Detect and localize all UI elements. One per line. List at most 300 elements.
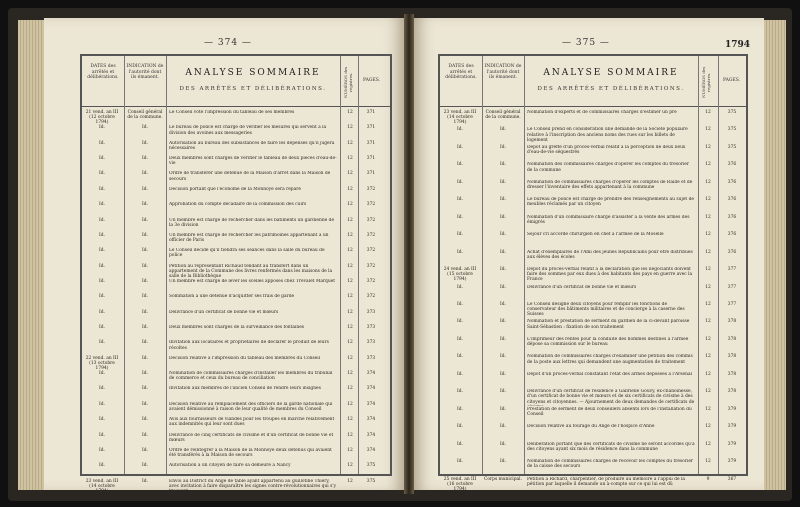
entry-date: Id. — [457, 459, 463, 465]
table-row — [440, 197, 746, 214]
entry-register-number: 12 — [347, 125, 353, 131]
entry-summary: Décision portant que l'économe de la Monnoye sera réparé — [169, 186, 301, 192]
table-row — [440, 319, 746, 336]
entry-register-number: 12 — [705, 144, 711, 150]
entry-register-number: 12 — [705, 162, 711, 168]
table-header — [82, 56, 390, 107]
table-row — [440, 162, 746, 179]
entry-date: Id. — [457, 441, 463, 447]
entry-register-number: 12 — [347, 463, 353, 469]
entry-date: Id. — [457, 406, 463, 412]
entry-register-number: 12 — [705, 302, 711, 307]
header-pages: PAGES. — [723, 78, 741, 83]
entry-page: 371 — [366, 110, 376, 115]
entry-page: 376 — [727, 179, 737, 185]
table-row — [82, 371, 390, 386]
table-row — [82, 202, 390, 217]
entry-page: 375 — [366, 478, 376, 484]
entry-summary: Ordre de transférer une détenue de la Maison d'arrêt dans la Maison de secours — [169, 171, 331, 182]
table-row — [82, 325, 390, 340]
table-row — [440, 232, 746, 249]
entry-authority: Conseil général de la commune. — [485, 110, 521, 121]
entry-authority: Id. — [500, 406, 506, 412]
table-row — [82, 141, 390, 156]
entry-register-number: 12 — [705, 127, 711, 133]
entry-authority: Id. — [142, 478, 148, 484]
table-row — [82, 463, 390, 478]
header-date: DATES des arrêtés et délibérations. — [445, 64, 477, 80]
entry-summary: Un membre est chargé de rechercher les patrimoines appartenant à un officier de Paris — [169, 232, 329, 244]
entry-authority: Id. — [142, 248, 148, 254]
table-row — [82, 156, 390, 171]
entry-summary: Le Conseil prend en considération une demande de la Société populaire relative à l'inscription des anciens noms des rues sur les billets de logement — [527, 127, 688, 143]
entry-date: Id. — [457, 197, 463, 203]
entry-summary: Le Conseil décide qu'il tiendra ses séances dans la salle du bureau de police — [169, 248, 325, 259]
entry-page: 377 — [727, 267, 737, 273]
entry-date: Id. — [457, 302, 463, 307]
entry-date: Id. — [99, 125, 105, 131]
entry-date: Id. — [457, 179, 463, 185]
entry-page: 374 — [366, 371, 376, 377]
entry-register-number: 12 — [347, 263, 353, 269]
entry-summary: Envoi au District du Ange de table ayant appartenu au guillotiné Thiéry, avec invitation à faire disparaître les signes contre-révolutionnaires qui s'y — [169, 478, 337, 489]
entry-register-number: 12 — [705, 354, 711, 360]
entry-page: 379 — [727, 406, 737, 412]
entry-date: Id. — [99, 171, 105, 177]
entry-authority: Id. — [142, 156, 148, 162]
entry-summary: Avis aux fournisseurs de viandes pour les troupes en marche relativement aux indemnités qui leur sont dues — [169, 417, 335, 428]
entry-authority: Id. — [500, 127, 506, 133]
entry-summary: Deux membres sont chargés de vérifier le tableau de deux pièces d'eau-de-vie — [169, 156, 337, 167]
table-row — [440, 267, 746, 284]
entry-authority: Id. — [142, 463, 148, 469]
entry-summary: Le Conseil désigne deux citoyens pour remplir les fonctions de conservateur des bâtiments militaires et de concierge à la caserne des Suisses — [527, 302, 685, 318]
left-page-edges — [18, 20, 44, 490]
entry-register-number: 12 — [347, 232, 353, 238]
entry-authority: Id. — [500, 249, 506, 255]
entry-page: 372 — [366, 232, 376, 238]
book-gutter — [404, 14, 414, 494]
entry-page: 373 — [366, 309, 376, 315]
table-row — [440, 459, 746, 476]
entry-authority: Id. — [142, 232, 148, 238]
table-row — [440, 337, 746, 354]
header-title: ANALYSE SOMMAIRE — [543, 68, 679, 78]
table-row — [82, 386, 390, 401]
entry-date: Id. — [99, 340, 105, 346]
table-row — [82, 110, 390, 125]
entry-register-number: 12 — [705, 179, 711, 185]
table-row — [82, 125, 390, 140]
table-row — [440, 407, 746, 424]
entry-date: Id. — [99, 186, 105, 192]
entry-authority: Id. — [142, 294, 148, 300]
entry-summary: Nomination de commissaires chargés d'examiner une pétition des commis de la poste aux lettres qui demandent une augmentation de traitement — [527, 354, 693, 365]
entry-authority: Id. — [142, 447, 148, 453]
entry-page: 375 — [366, 463, 376, 469]
table-row — [440, 424, 746, 441]
entry-summary: Autorisation au bureau des subsistances de faire les dépenses qu'il jugera nécessaires — [169, 140, 335, 151]
entry-page: 371 — [366, 156, 376, 162]
entry-date: 25 vend. an III (16 octobre 1794) — [443, 476, 477, 490]
entry-page: 376 — [727, 214, 737, 220]
entry-authority: Id. — [500, 162, 506, 168]
left-page — [44, 18, 406, 490]
header-authority: INDICATION de l'autorité dont ils émanent. — [126, 64, 164, 80]
entry-summary: Sommation à une détenue d'acquitter ses frais de garde — [169, 294, 295, 300]
entry-authority: Id. — [142, 371, 148, 377]
entry-date: Id. — [99, 386, 105, 392]
entry-register-number: 12 — [705, 459, 711, 465]
entry-register-number: 12 — [705, 249, 711, 255]
entry-register-number: 12 — [347, 217, 353, 223]
entry-date: Id. — [457, 162, 463, 168]
entry-page: 378 — [727, 371, 737, 377]
entry-authority: Id. — [142, 386, 148, 392]
table-row — [440, 354, 746, 371]
table-row — [82, 356, 390, 371]
entry-date: Id. — [457, 144, 463, 150]
entry-summary: Achat d'exemplaires de l'Ami des jeunes Républicains pour être distribués aux élèves des écoles — [527, 249, 693, 260]
entry-register-number: 12 — [347, 355, 353, 361]
entry-date: Id. — [457, 371, 463, 377]
entry-date: Id. — [457, 424, 463, 430]
entry-summary: Décision relative à l'impression du tableau des membres du Conseil — [169, 355, 321, 361]
entry-date: Id. — [99, 309, 105, 315]
entry-register-number: 12 — [705, 441, 711, 447]
entry-summary: Prestation de serment de deux conseillers absents lors de l'installation du Conseil — [527, 406, 692, 417]
table-row — [82, 187, 390, 202]
entry-summary: Un membre est chargé de rechercher dans les bâtiments un gardienne de la 3e division — [169, 217, 335, 228]
entry-page: 375 — [727, 110, 737, 115]
table-row — [82, 402, 390, 417]
entry-authority: Id. — [500, 284, 506, 290]
entry-page: 372 — [366, 278, 376, 284]
entry-register-number: 12 — [347, 340, 353, 346]
table-row — [82, 218, 390, 233]
entry-register-number: 12 — [347, 140, 353, 146]
entry-authority: Id. — [142, 432, 148, 438]
table-row — [440, 215, 746, 232]
entry-date: Id. — [457, 249, 463, 255]
table-header — [440, 56, 746, 107]
entry-date: Id. — [99, 248, 105, 254]
entry-page: 378 — [727, 336, 737, 342]
entry-page: 372 — [366, 294, 376, 300]
entry-date: Id. — [99, 232, 105, 238]
entry-page: 374 — [366, 401, 376, 407]
entry-page: 379 — [727, 459, 737, 465]
page-number: — 374 — — [204, 38, 252, 48]
table-row — [82, 310, 390, 325]
table-row — [82, 433, 390, 448]
entry-authority: Id. — [500, 197, 506, 203]
entry-date: 23 vend. an III (14 octobre — [85, 478, 119, 489]
table-row — [82, 279, 390, 294]
table-row — [82, 340, 390, 355]
entry-summary: Un membre est chargé de lever les scellés apposés chez Trévalet Marquet — [169, 278, 336, 284]
entry-authority: Id. — [142, 340, 148, 346]
entry-authority: Id. — [500, 214, 506, 220]
entry-register-number: 12 — [347, 401, 353, 407]
entry-register-number: 12 — [705, 319, 711, 325]
table-row — [440, 127, 746, 144]
entry-date: Id. — [99, 140, 105, 146]
table-row — [82, 479, 390, 490]
entry-summary: Ordre de réintégrer à la Maison de la Monnoye deux détenus qui avaient été transférés à la Maison de secours — [169, 447, 332, 459]
entry-authority: Id. — [142, 309, 148, 315]
entry-authority: Conseil général de la commune. — [127, 110, 163, 121]
entry-register-number: 12 — [705, 424, 711, 430]
entry-authority: Id. — [142, 263, 148, 269]
entry-page: 379 — [727, 441, 737, 447]
entry-register-number: 12 — [347, 278, 353, 284]
entry-date: Id. — [99, 278, 105, 284]
entry-authority: Id. — [500, 354, 506, 360]
header-pages: PAGES. — [363, 78, 381, 83]
entry-authority: Id. — [142, 278, 148, 284]
entry-summary: Dépôt d'un procès-verbal constatant l'état des armes déposées à l'Arsenal — [527, 371, 692, 377]
entry-summary: Deux membres sont chargés de la surveillance des fontaines — [169, 325, 305, 331]
entry-date: Id. — [457, 354, 463, 360]
header-title: ANALYSE SOMMAIRE — [185, 68, 321, 78]
entry-date: 22 vend. an III (13 octobre 1794) — [85, 355, 119, 372]
header-authority: INDICATION de l'autorité dont ils émanent. — [484, 64, 522, 80]
entry-page: 374 — [366, 432, 376, 438]
entry-register-number: 12 — [347, 417, 353, 423]
entry-authority: Id. — [142, 217, 148, 223]
right-page — [412, 18, 764, 490]
entry-register-number: 12 — [705, 284, 711, 290]
entry-page: 375 — [727, 144, 737, 150]
entry-date: Id. — [99, 447, 105, 453]
header-subtitle: DES ARRÊTÉS ET DÉLIBÉRATIONS. — [179, 86, 327, 92]
entry-register-number: 12 — [705, 389, 711, 395]
entry-page: 371 — [366, 140, 376, 146]
entry-date: Id. — [99, 401, 105, 407]
entry-page: 371 — [366, 171, 376, 177]
entry-authority: Id. — [500, 302, 506, 307]
entry-authority: Id. — [500, 267, 506, 273]
entry-page: 378 — [727, 319, 737, 325]
entry-authority: Id. — [500, 336, 506, 342]
entry-register-number: 12 — [347, 156, 353, 162]
entry-page: 377 — [727, 302, 737, 307]
entry-summary: Délivrance d'un certificat de bonne vie et mœurs — [527, 284, 637, 290]
entry-register-number: 12 — [347, 432, 353, 438]
entry-page: 372 — [366, 202, 376, 208]
entry-date: Id. — [457, 284, 463, 290]
register-table — [438, 54, 748, 490]
entry-date: Id. — [457, 336, 463, 342]
entry-authority: Id. — [500, 459, 506, 465]
entry-summary: Délibération portant que des certificats de civisme ne seront accordés qu'à des citoyens ayant six mois de résidence dans la commune — [527, 441, 695, 452]
entry-summary: Pétition à Richard, charpentier, de produire au mémoire à l'appui de la pétition par laquelle il demande un à-compte sur ce qui lui est dû — [527, 476, 686, 487]
entry-register-number: 12 — [347, 186, 353, 192]
entry-register-number: 12 — [347, 447, 353, 453]
entry-date: 21 vend. an III (12 octobre 1794) — [85, 110, 119, 126]
entry-date: Id. — [99, 417, 105, 423]
entry-authority: Id. — [500, 389, 506, 395]
entry-authority: Id. — [142, 355, 148, 361]
entry-authority: Id. — [500, 424, 506, 430]
table-row — [440, 442, 746, 459]
entry-summary: Délivrance d'un certificat de résidence à Gabrielle Gouvy, ex-chanoinesse, d'un certificat de bonne vie et mœurs et de six certificats de civisme à des citoyens et citoyennes. — Ajournement de deux demandes de certificats de — [527, 389, 695, 405]
entry-summary: Le Conseil vote l'impression du tableau de ses membres — [169, 110, 295, 115]
entry-authority: Id. — [500, 232, 506, 238]
entry-page: 376 — [727, 249, 737, 255]
entry-authority: Id. — [500, 179, 506, 185]
entry-page: 372 — [366, 217, 376, 223]
entry-register-number: 12 — [705, 336, 711, 342]
entry-summary: Nomination de commissaires chargés d'opérer les comptes de Raille et de dresser l'inventaire des effets appartenant à la commune — [527, 179, 693, 191]
entry-summary: Décision relative au fourage du Ange de l'hospice d'Anne — [527, 424, 655, 430]
header-number: NUMÉROS des registres. — [343, 66, 353, 98]
entry-page: 374 — [366, 386, 376, 392]
entry-page: 373 — [366, 340, 376, 346]
entry-summary: Autorisation à un citoyen de faire sa demeure à Nancy — [169, 463, 291, 469]
entry-authority: Id. — [142, 140, 148, 146]
table-row — [82, 171, 390, 186]
entry-page: 374 — [366, 447, 376, 453]
table-row — [440, 145, 746, 162]
entry-summary: Invitation aux locataires et propriétaires de déclarer le produit de leurs récoltes — [169, 340, 329, 351]
entry-summary: Nomination des commissaires chargés d'opérer les comptes du trésorier de la commune — [527, 162, 689, 173]
table-row — [82, 233, 390, 248]
entry-summary: Dépôt du procès-verbal relatif à la déclaration que les négociants doivent faire des sommes par eux dues à des habitants des pays en guerre avec la France — [527, 267, 693, 283]
entry-date: Id. — [99, 294, 105, 300]
entry-date: 24 vend. an III (15 octobre 1794) — [443, 267, 477, 283]
entry-register-number: 12 — [347, 171, 353, 177]
entry-date: 23 vend. an III (14 octobre 1794) — [443, 110, 477, 126]
table-row — [440, 285, 746, 302]
entry-summary: Délivrance d'un certificat de bonne vie et mœurs — [169, 309, 279, 315]
entry-authority: Id. — [142, 325, 148, 331]
table-row — [82, 294, 390, 309]
entry-date: Id. — [99, 263, 105, 269]
entry-summary: Dépôt au greffe d'un procès-verbal relatif à la perception de deux lieux d'eau-de-vie séquestrés — [527, 144, 686, 156]
entry-date: Id. — [99, 371, 105, 377]
entry-page: 378 — [727, 389, 737, 395]
entry-authority: Id. — [142, 202, 148, 208]
entry-page: 367 — [727, 476, 737, 482]
entry-register-number: 12 — [347, 248, 353, 254]
table-row — [440, 250, 746, 267]
entry-register-number: 12 — [705, 110, 711, 115]
entry-authority: Id. — [500, 319, 506, 325]
table-row — [440, 372, 746, 389]
entry-authority: Id. — [500, 144, 506, 150]
entry-date: Id. — [99, 325, 105, 331]
table-row — [440, 389, 746, 406]
entry-authority: Id. — [142, 401, 148, 407]
entry-date: Id. — [457, 232, 463, 238]
entry-register-number: 12 — [705, 267, 711, 273]
entry-authority: Id. — [500, 371, 506, 377]
entry-page: 376 — [727, 232, 737, 238]
entry-date: Id. — [99, 432, 105, 438]
table-row — [82, 417, 390, 432]
entry-date: Id. — [99, 202, 105, 208]
entry-summary: Délivrance de cinq certificats de civisme et d'un certificat de bonne vie et mœurs — [169, 432, 334, 443]
table-row — [82, 264, 390, 279]
header-date: DATES des arrêtés et délibérations. — [87, 64, 119, 80]
entry-register-number: 12 — [705, 232, 711, 238]
entry-summary: Nomination de commissaires chargés d'installer les membres du tribunal de commerce et ceux du bureau de conciliation — [169, 371, 333, 382]
entry-page: 372 — [366, 248, 376, 254]
header-subtitle: DES ARRÊTÉS ET DÉLIBÉRATIONS. — [537, 86, 685, 92]
entry-date: Id. — [99, 463, 105, 469]
table-row — [82, 448, 390, 463]
entry-register-number: 12 — [347, 202, 353, 208]
entry-summary: Le bureau de police est chargé de prendre des renseignements au sujet de meubles réclamés par un citoyen — [527, 197, 694, 208]
entry-page: 376 — [727, 162, 737, 168]
entry-summary: L'imprimeur des rentes pour la conduite des hommes destinés à l'armée dépose sa commission sur le bureau — [527, 336, 689, 348]
entry-authority: Id. — [142, 417, 148, 423]
entry-register-number: 12 — [705, 197, 711, 203]
entry-register-number: 12 — [705, 406, 711, 412]
table-row — [440, 110, 746, 127]
entry-authority: Id. — [142, 171, 148, 177]
entry-page: 376 — [727, 197, 737, 203]
entry-page: 372 — [366, 263, 376, 269]
entry-authority: Id. — [500, 441, 506, 447]
entry-page: 371 — [366, 125, 376, 131]
entry-authority: Id. — [142, 186, 148, 192]
entry-register-number: 12 — [347, 325, 353, 331]
entry-date: Id. — [457, 389, 463, 395]
entry-register-number: 12 — [347, 371, 353, 377]
entry-register-number: 12 — [347, 309, 353, 315]
entry-summary: Séjour cri accordé chirurgien en chef à l'armée de la Moselle — [527, 232, 664, 238]
entry-authority: Id. — [142, 125, 148, 131]
table-row — [440, 302, 746, 319]
entry-register-number: 12 — [705, 371, 711, 377]
entry-page: 379 — [727, 424, 737, 430]
entry-page: 373 — [366, 325, 376, 331]
page-number: — 375 — — [562, 38, 610, 48]
entry-date: Id. — [99, 217, 105, 223]
entry-summary: Nomination d'experts et de commissaires chargés d'estimer un pré — [527, 110, 677, 115]
entry-register-number: 12 — [347, 294, 353, 300]
header-number: NUMÉROS des registres. — [701, 66, 711, 98]
entry-summary: Nomination de commissaires chargés de recevoir les comptes du trésorier de la caisse des secours — [527, 459, 694, 470]
entry-summary: Le bureau de police est chargé de vérifier les mesures qui servent à la division des avoines aux messageries — [169, 125, 327, 136]
entry-page: 378 — [727, 354, 737, 360]
entry-page: 375 — [727, 127, 737, 133]
entry-date: Id. — [99, 156, 105, 162]
entry-summary: Décision relative au remplacement des officiers de la garde nationale qui avaient démissionné à raison de leur qualité de membres du Conseil — [169, 401, 333, 413]
entry-summary: Nomination et prestation de serment du gardien de la ci-devant paroisse Saint-Sébastien : fixation de son traitement — [527, 319, 690, 330]
entry-register-number: 12 — [347, 110, 353, 115]
entry-summary: Invitation aux membres de l'ancien Conseil de rendre leurs insignes — [169, 386, 321, 392]
right-page-edges — [764, 20, 786, 490]
entry-register-number: 9 — [706, 476, 710, 482]
entry-summary: Approbation du compte décadaire de la commission des cuirs — [169, 202, 307, 208]
entry-summary: Nomination d'un commissaire chargé d'assister à la vente des armes des émigrés — [527, 214, 690, 225]
entry-authority: Corps municipal. — [484, 476, 522, 482]
entry-register-number: 12 — [705, 214, 711, 220]
entry-date: Id. — [457, 127, 463, 133]
entry-page: 372 — [366, 186, 376, 192]
table-row — [82, 248, 390, 263]
entry-date: Id. — [457, 214, 463, 220]
entry-register-number: 12 — [347, 478, 353, 484]
entry-page: 373 — [366, 355, 376, 361]
table-row — [440, 180, 746, 197]
entry-page: 377 — [727, 284, 737, 290]
year-heading: 1794 — [724, 40, 750, 50]
